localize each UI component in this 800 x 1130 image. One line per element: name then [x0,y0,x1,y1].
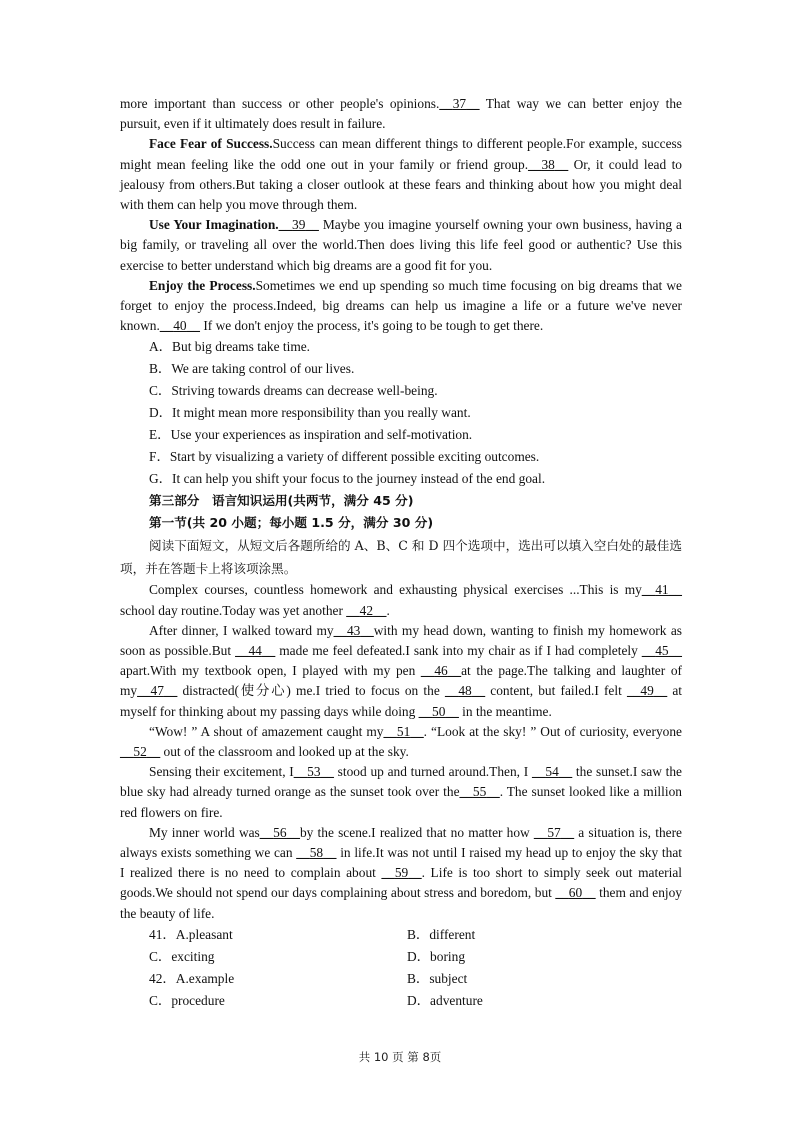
option-b: B．We are taking control of our lives. [149,361,355,377]
text: . [386,602,390,618]
blank-58: __58__ [296,845,337,861]
blank-50: __50__ [418,703,459,719]
option-f: F．Start by visualizing a variety of different possible exciting outcomes. [149,449,540,465]
section-title: 第一节(共 20 小题；每小题 1.5 分，满分 30 分) [149,515,434,531]
choice-41-c: C．exciting [149,948,215,964]
text: Success can mean different things to different people.For example, success might mean feeling like the odd one out in your family or friend group. [120,136,682,172]
blank-49: __49__ [626,683,668,699]
choice-grid [120,924,682,1012]
choice-row [120,968,682,990]
text: content, but failed.I felt [485,683,627,699]
text: Maybe you imagine yourself owning your own business, having a big family, or traveling all over the world.Then does living this life feel good or authentic? Use this exercise to better understand which big dreams are a good fit for you. [120,217,682,273]
passage2-paragraph-4 [120,762,682,823]
text: stood up and turned around.Then, I [333,764,532,780]
text: . Life is too short to simply seek out material goods.We should not spend our days complaining about stress and boredom, but [120,865,682,901]
text: apart.With my textbook open, I played with my pen [120,663,421,679]
passage2-paragraph-3 [120,722,682,762]
part-title: 第三部分 语言知识运用(共两节，满分 45 分) [149,493,414,509]
blank-59: __59__ [381,865,422,881]
text: in the meantime. [458,703,552,719]
blank-51: __51__ [383,723,424,739]
passage1-paragraph-3 [120,215,682,276]
blank-56: __56__ [259,824,300,840]
text: My inner world was [149,824,260,840]
text: with my head down, wanting to finish my homework as soon as possible.But [120,622,682,659]
passage2-paragraph-5 [120,823,682,924]
text: the sunset.I saw the blue sky had already turned orange as the sunset took over the [120,764,682,800]
blank-41: __41__ [641,582,682,598]
passage1-paragraph-1 [120,94,682,134]
choice-42-b: B．subject [407,970,468,986]
choice-42-c: C．procedure [149,992,225,1008]
page-footer: 共 10 页 第 8页 [358,1050,442,1064]
blank-37: __37__ [439,96,480,111]
text: at the page.The talking and laughter of my [120,663,682,699]
heading-enjoy-process: Enjoy the Process. [149,277,256,293]
blank-44: __44__ [235,643,276,659]
blank-47: __47__ [137,683,178,699]
choice-42-d: D．adventure [407,992,483,1008]
option-a: A．But big dreams take time. [149,339,311,355]
blank-48: __48__ [444,683,486,699]
text: at myself for thinking about my passing days while doing [120,683,682,719]
option-d: D．It might mean more responsibility than you really want. [149,405,471,421]
text: distracted(使分心) me.I tried to focus on the [177,683,445,699]
choice-41-b: B．different [407,926,476,942]
passage1-paragraph-2 [120,134,682,215]
text: made me feel defeated.I sank into my chair as if I had completely [275,643,642,659]
blank-52: __52__ [120,744,161,760]
text: . The sunset looked like a million red flowers on fire. [120,784,682,820]
blank-53: __53__ [293,764,334,780]
heading-face-fear: Face Fear of Success. [149,136,273,152]
text: Sensing their excitement, I [149,764,294,780]
text: Sometimes we end up spending so much time focusing on big dreams that we forget to enjoy the process.Indeed, big dreams can help us imagine a life or a future we've never known. [120,277,683,334]
heading-use-imagination: Use Your Imagination. [149,217,279,233]
text: If we don't enjoy the process, it's going to be tough to get there. [199,318,544,334]
blank-43: __43__ [333,622,374,638]
option-g: G．It can help you shift your focus to the journey instead of the end goal. [149,471,546,487]
choice-row [120,924,682,946]
blank-45: __45__ [641,643,682,659]
text: After dinner, I walked toward my [149,622,334,638]
option-c: C．Striving towards dreams can decrease well-being. [149,383,438,399]
text: Or, it could lead to jealousy from others.But taking a closer outlook at these fears and thinking about how you might deal with them can help you move through them. [120,156,682,213]
text: That way we can better enjoy the pursuit, even if it ultimately does result in failure. [120,96,682,132]
blank-46: __46__ [420,663,462,679]
page-content [120,94,682,1012]
choice-42-a: 42．A.example [149,970,235,986]
blank-38: __38__ [528,156,569,172]
passage1-paragraph-4 [120,276,682,337]
blank-55: __55__ [459,784,500,800]
text: in life.It was not until I raised my head up to enjoy the sky that I realized there is no need to complain about [120,845,682,881]
text: school day routine.Today was yet another [120,602,347,618]
blank-60: __60__ [555,885,596,901]
text: by the scene.I realized that no matter how [299,824,534,840]
instruction: 阅读下面短文，从短文后各题所给的 A、B、C 和 D 四个选项中，选出可以填入空白处的最佳选项，并在答题卡上将该项涂黑。 [120,538,682,577]
choice-41-d: D．boring [407,948,466,964]
text: them and enjoy the beauty of life. [120,885,682,921]
text: a situation is, there always exists something we can [120,824,682,861]
text: more important than success or other people's opinions. [120,96,440,111]
blank-42: __42__ [346,602,387,618]
blank-40: __40__ [159,318,200,334]
text: Complex courses, countless homework and exhausting physical exercises ...This is my [149,582,642,598]
blank-54: __54__ [531,764,573,780]
blank-39: __39__ [278,217,319,233]
choice-row [120,946,682,968]
text: . “Look at the sky! ” Out of curiosity, everyone [423,723,682,739]
option-e: E．Use your experiences as inspiration and self-motivation. [149,427,473,443]
choice-41-a: 41．A.pleasant [149,926,233,942]
passage2-paragraph-1 [120,580,682,620]
option-list [120,336,682,490]
blank-57: __57__ [533,824,575,840]
passage2-paragraph-2 [120,621,682,722]
text: out of the classroom and looked up at the sky. [160,744,409,760]
choice-row [120,990,682,1012]
text: “Wow! ” A shout of amazement caught my [149,723,384,739]
